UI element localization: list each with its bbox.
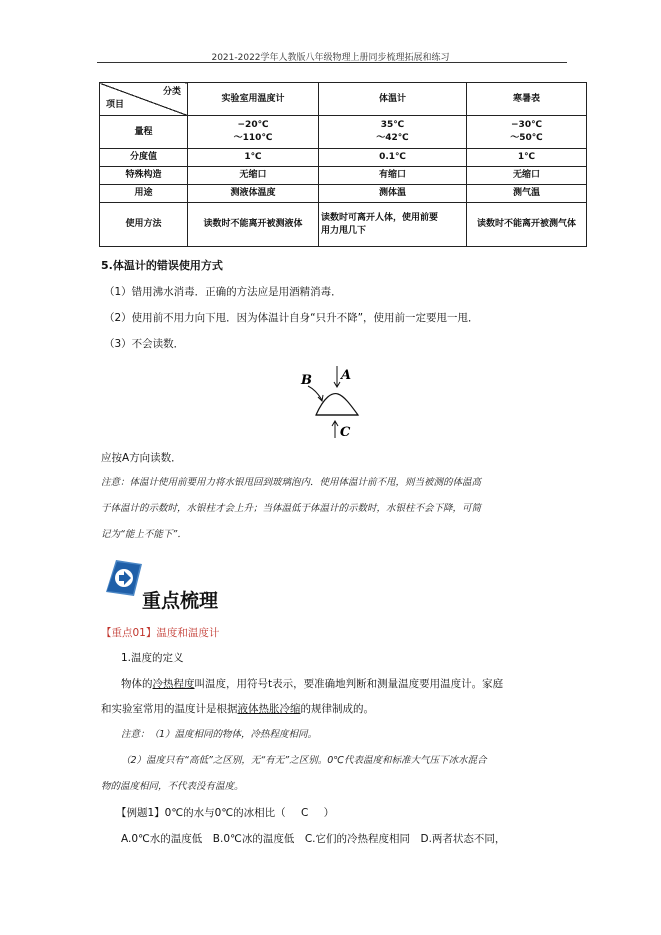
table-cell: 读数时不能离开被测气体 — [467, 203, 587, 247]
blank-answer: 液体热胀冷缩 — [237, 703, 301, 715]
table-cell: −30℃ ～50℃ — [467, 116, 587, 149]
label-a: A — [341, 368, 352, 383]
reading-direction-diagram — [296, 362, 366, 442]
label-c: C — [340, 425, 351, 440]
table-cell: 有缩口 — [319, 167, 467, 185]
table-cell: 测气温 — [467, 185, 587, 203]
row-label: 用途 — [100, 185, 188, 203]
column-header: 体温计 — [319, 83, 467, 116]
list-item: （1）错用沸水消毒．正确的方法应是用酒精消毒． — [104, 286, 342, 298]
table-row — [100, 149, 587, 167]
paragraph-line: 物体的冷热程度叫温度，用符号t表示，要准确地判断和测量温度要用温度计。家庭 — [121, 678, 504, 690]
corner-top-label: 分类 — [162, 87, 181, 97]
table-cell: 测液体温度 — [188, 185, 319, 203]
table-cell: 测体温 — [319, 185, 467, 203]
section-title: 重点梳理 — [142, 590, 219, 612]
note-line: 于体温计的示数时，水银柱才会上升；当体温低于体温计的示数时，水银柱不会下降，可简 — [101, 503, 482, 514]
section-5-heading: 5.体温计的错误使用方式 — [101, 259, 223, 272]
table-cell: 无缩口 — [188, 167, 319, 185]
answer-choice: C — [300, 807, 309, 819]
list-item: （2）使用前不用力向下甩．因为体温计自身“只升不降”，使用前一定要甩一甩． — [104, 312, 479, 324]
table-row — [100, 116, 587, 149]
page-header: 2021-2022学年人教版八年级物理上册同步梳理拓展和练习 — [211, 53, 450, 63]
table-cell: 读数时不能离开被测液体 — [188, 203, 319, 247]
table-corner-cell — [100, 83, 188, 116]
corner-bottom-label: 项目 — [106, 100, 125, 110]
row-label: 量程 — [100, 116, 188, 149]
column-header: 寒暑表 — [467, 83, 587, 116]
table-cell: 1℃ — [467, 149, 587, 167]
row-label: 使用方法 — [100, 203, 188, 247]
table-cell: 1℃ — [188, 149, 319, 167]
row-label: 特殊构造 — [100, 167, 188, 185]
key-point-tag: 【重点01】温度和温度计 — [101, 627, 220, 639]
reading-direction-text: 应按A方向读数． — [101, 452, 182, 464]
example-question: 【例题1】0℃的水与0℃的冰相比（ C ） — [116, 807, 335, 819]
header-rule — [97, 62, 567, 63]
note-line: 注意：体温计使用前要用力将水银甩回到玻璃泡内．使用体温计前不甩，则当被测的体温高 — [101, 477, 482, 488]
table-cell: 35℃ ～42℃ — [319, 116, 467, 149]
note-line: 注意：（1）温度相同的物体，冷热程度相同。 — [121, 729, 318, 740]
table-row — [100, 167, 587, 185]
answer-options: A.0℃水的温度低 B.0℃冰的温度低 C.它们的冷热程度相同 D.两者状态不同， — [121, 833, 506, 845]
row-label: 分度值 — [100, 149, 188, 167]
paragraph-line: 和实验室常用的温度计是根据液体热胀冷缩的规律制成的。 — [101, 703, 374, 715]
table-cell: 无缩口 — [467, 167, 587, 185]
list-item: （3）不会读数． — [104, 338, 185, 350]
column-header: 实验室用温度计 — [188, 83, 319, 116]
note-line: 记为“能上不能下”． — [101, 529, 187, 540]
label-b: B — [301, 373, 312, 388]
table-cell: 0.1℃ — [319, 149, 467, 167]
blank-answer: 冷热程度 — [152, 678, 195, 690]
section-arrow-icon — [104, 558, 144, 598]
table-cell: −20℃ ～110℃ — [188, 116, 319, 149]
thermometer-comparison-table — [99, 82, 587, 247]
subheading: 1.温度的定义 — [121, 652, 184, 664]
table-cell: 读数时可离开人体，使用前要 用力甩几下 — [319, 203, 467, 247]
note-line: 物的温度相同，不代表没有温度。 — [101, 781, 244, 792]
table-row — [100, 203, 587, 247]
table-row — [100, 185, 587, 203]
note-line: （2）温度只有“高低”之区别，无“有无”之区别。0℃代表温度和标准大气压下冰水混合 — [121, 755, 487, 766]
